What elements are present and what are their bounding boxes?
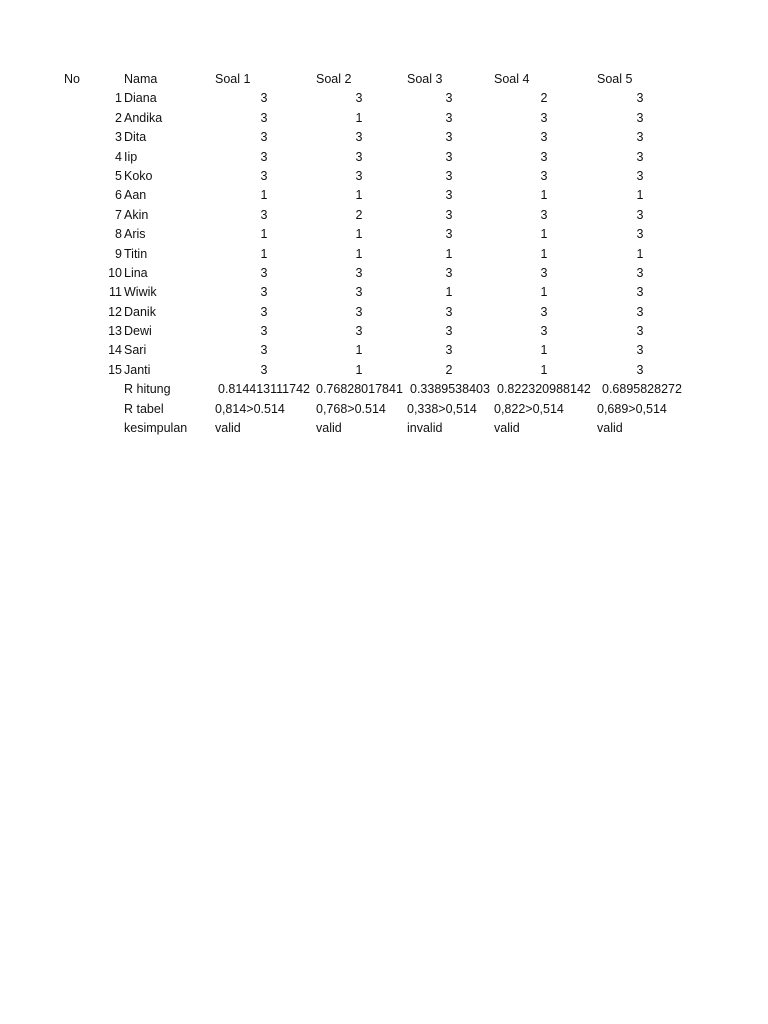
r-tabel-soal-3: 0,338>0,514 — [407, 401, 477, 416]
score-soal-2: 1 — [355, 188, 363, 203]
score-soal-5: 3 — [636, 304, 644, 319]
row-name: Lina — [124, 265, 148, 280]
score-soal-5: 3 — [636, 265, 644, 280]
kesimpulan-row — [0, 419, 768, 438]
score-soal-5: 3 — [636, 130, 644, 145]
score-soal-3: 3 — [445, 304, 453, 319]
header-soal-5: Soal 5 — [597, 72, 633, 86]
row-name: Akin — [124, 207, 149, 222]
score-soal-5: 3 — [636, 149, 644, 164]
score-soal-5: 3 — [636, 343, 644, 358]
row-number: 8 — [115, 227, 122, 242]
kesimpulan-soal-3: invalid — [407, 421, 443, 436]
score-soal-5: 3 — [636, 324, 644, 339]
row-name: Diana — [124, 91, 157, 106]
row-number: 2 — [115, 110, 122, 125]
row-name: Aan — [124, 188, 147, 203]
score-soal-4: 3 — [540, 149, 548, 164]
row-number: 9 — [115, 246, 122, 261]
score-soal-2: 3 — [355, 265, 363, 280]
row-name: Aris — [124, 227, 146, 242]
score-soal-4: 3 — [540, 207, 548, 222]
r-hitung-soal-2: 0.76828017841 — [316, 382, 403, 397]
row-name: Koko — [124, 168, 153, 183]
score-soal-2: 1 — [355, 343, 363, 358]
score-soal-4: 1 — [540, 227, 548, 242]
table-row — [0, 225, 768, 244]
row-number: 13 — [108, 324, 122, 339]
r-hitung-label: R hitung — [124, 382, 171, 397]
row-name: Titin — [124, 246, 148, 261]
r-hitung-soal-1: 0.814413111742 — [218, 382, 310, 397]
score-soal-5: 3 — [636, 362, 644, 377]
score-soal-3: 3 — [445, 324, 453, 339]
table-row — [0, 341, 768, 360]
score-soal-1: 3 — [260, 265, 268, 280]
score-soal-1: 3 — [260, 130, 268, 145]
r-hitung-soal-3: 0.3389538403 — [410, 382, 490, 397]
score-soal-2: 3 — [355, 130, 363, 145]
table-row — [0, 128, 768, 147]
header-nama: Nama — [124, 72, 158, 86]
score-soal-3: 3 — [445, 168, 453, 183]
score-soal-2: 3 — [355, 324, 363, 339]
score-soal-2: 3 — [355, 149, 363, 164]
score-soal-1: 3 — [260, 285, 268, 300]
row-number: 1 — [115, 91, 122, 106]
score-soal-1: 3 — [260, 110, 268, 125]
row-number: 6 — [115, 188, 122, 203]
score-soal-1: 1 — [260, 188, 268, 203]
score-soal-5: 3 — [636, 168, 644, 183]
r-hitung-soal-4: 0.822320988142 — [497, 382, 591, 397]
score-soal-1: 3 — [260, 362, 268, 377]
score-soal-2: 3 — [355, 304, 363, 319]
score-soal-2: 3 — [355, 285, 363, 300]
r-tabel-row — [0, 400, 768, 419]
row-name: Andika — [124, 110, 163, 125]
kesimpulan-soal-1: valid — [215, 421, 241, 436]
score-soal-5: 3 — [636, 207, 644, 222]
score-soal-1: 3 — [260, 343, 268, 358]
score-soal-3: 3 — [445, 343, 453, 358]
table-row — [0, 322, 768, 341]
row-number: 15 — [108, 362, 122, 377]
score-soal-1: 3 — [260, 304, 268, 319]
header-soal-2: Soal 2 — [316, 72, 352, 86]
r-hitung-row — [0, 380, 768, 399]
score-soal-5: 3 — [636, 285, 644, 300]
row-number: 14 — [108, 343, 122, 358]
score-soal-1: 3 — [260, 324, 268, 339]
kesimpulan-soal-5: valid — [597, 421, 623, 436]
score-soal-3: 1 — [445, 285, 453, 300]
score-soal-5: 3 — [636, 110, 644, 125]
kesimpulan-soal-2: valid — [316, 421, 342, 436]
score-soal-4: 3 — [540, 304, 548, 319]
row-name: Janti — [124, 362, 151, 377]
score-soal-5: 1 — [636, 246, 644, 261]
row-number: 11 — [109, 285, 122, 300]
header-soal-3: Soal 3 — [407, 72, 443, 86]
r-tabel-soal-1: 0,814>0.514 — [215, 401, 285, 416]
score-soal-1: 3 — [260, 207, 268, 222]
r-tabel-soal-4: 0,822>0,514 — [494, 401, 564, 416]
spreadsheet-table — [0, 70, 768, 438]
r-tabel-soal-5: 0,689>0,514 — [597, 401, 667, 416]
score-soal-3: 3 — [445, 207, 453, 222]
table-row — [0, 264, 768, 283]
score-soal-4: 1 — [540, 362, 548, 377]
score-soal-4: 3 — [540, 324, 548, 339]
row-number: 12 — [108, 304, 122, 319]
score-soal-4: 3 — [540, 130, 548, 145]
row-number: 3 — [115, 130, 122, 145]
score-soal-2: 1 — [355, 227, 363, 242]
score-soal-4: 3 — [540, 168, 548, 183]
score-soal-5: 1 — [636, 188, 644, 203]
score-soal-2: 1 — [355, 110, 363, 125]
table-row — [0, 148, 768, 167]
score-soal-3: 3 — [445, 91, 453, 106]
score-soal-4: 1 — [540, 343, 548, 358]
score-soal-2: 1 — [355, 362, 363, 377]
header-soal-1: Soal 1 — [215, 72, 251, 86]
table-row — [0, 206, 768, 225]
header-soal-4: Soal 4 — [494, 72, 530, 86]
score-soal-3: 3 — [445, 227, 453, 242]
score-soal-4: 1 — [540, 285, 548, 300]
header-no: No — [64, 72, 80, 86]
r-tabel-label: R tabel — [124, 401, 164, 416]
row-number: 4 — [115, 149, 122, 164]
r-hitung-soal-5: 0.6895828272 — [602, 382, 682, 397]
score-soal-1: 3 — [260, 149, 268, 164]
row-name: Dita — [124, 130, 147, 145]
table-row — [0, 303, 768, 322]
row-name: Danik — [124, 304, 156, 319]
score-soal-4: 2 — [540, 91, 548, 106]
score-soal-1: 3 — [260, 91, 268, 106]
row-name: Wiwik — [124, 285, 157, 300]
score-soal-1: 1 — [260, 227, 268, 242]
score-soal-2: 1 — [355, 246, 363, 261]
score-soal-3: 3 — [445, 130, 453, 145]
r-tabel-soal-2: 0,768>0.514 — [316, 401, 386, 416]
score-soal-2: 3 — [355, 91, 363, 106]
score-soal-3: 3 — [445, 265, 453, 280]
score-soal-5: 3 — [636, 227, 644, 242]
score-soal-3: 1 — [445, 246, 453, 261]
kesimpulan-label: kesimpulan — [124, 421, 188, 436]
score-soal-4: 3 — [540, 110, 548, 125]
table-row — [0, 89, 768, 108]
score-soal-1: 1 — [260, 246, 268, 261]
score-soal-4: 3 — [540, 265, 548, 280]
header-row — [0, 70, 768, 89]
score-soal-4: 1 — [540, 188, 548, 203]
score-soal-4: 1 — [540, 246, 548, 261]
score-soal-2: 3 — [355, 168, 363, 183]
table-row — [0, 167, 768, 186]
table-row — [0, 245, 768, 264]
score-soal-3: 3 — [445, 110, 453, 125]
table-row — [0, 283, 768, 302]
row-number: 10 — [108, 265, 122, 280]
row-name: Sari — [124, 343, 147, 358]
score-soal-3: 3 — [445, 149, 453, 164]
score-soal-3: 3 — [445, 188, 453, 203]
score-soal-1: 3 — [260, 168, 268, 183]
table-row — [0, 109, 768, 128]
row-name: Dewi — [124, 324, 152, 339]
table-row — [0, 361, 768, 380]
row-number: 7 — [115, 207, 122, 222]
score-soal-2: 2 — [355, 207, 363, 222]
score-soal-5: 3 — [636, 91, 644, 106]
table-row — [0, 186, 768, 205]
score-soal-3: 2 — [445, 362, 453, 377]
row-number: 5 — [115, 168, 122, 183]
kesimpulan-soal-4: valid — [494, 421, 520, 436]
row-name: Iip — [124, 149, 138, 164]
